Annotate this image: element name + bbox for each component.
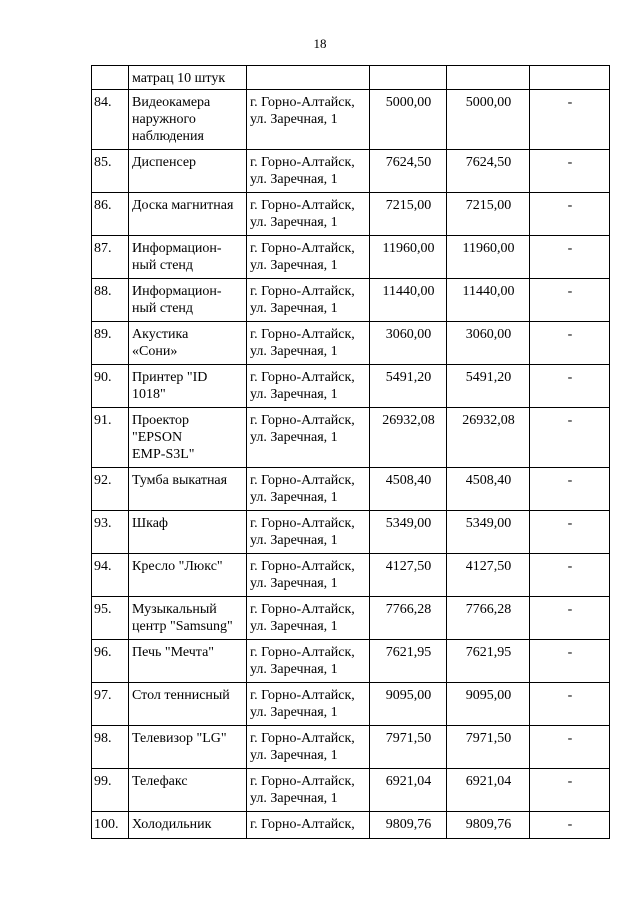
item-name-line: матрац 10 штук — [132, 71, 226, 86]
address-cell — [247, 640, 370, 683]
item-name-line: ный стенд — [132, 301, 194, 316]
extra-cell: - — [530, 554, 610, 597]
item-name-cell — [129, 812, 247, 839]
row-number-cell: 86. — [92, 193, 129, 236]
value2-cell: 7971,50 — [447, 726, 530, 769]
extra-cell: - — [530, 365, 610, 408]
table-row — [92, 769, 610, 812]
item-name-cell — [129, 640, 247, 683]
value1-cell: 9095,00 — [370, 683, 447, 726]
inventory-table-body — [92, 66, 610, 839]
value2-cell: 3060,00 — [447, 322, 530, 365]
table-row — [92, 150, 610, 193]
item-name-line: ный стенд — [132, 258, 194, 273]
value2-cell: 5000,00 — [447, 90, 530, 150]
item-name-line: центр "Samsung" — [132, 619, 233, 634]
value2-cell: 9809,76 — [447, 812, 530, 839]
value1-cell: 11960,00 — [370, 236, 447, 279]
item-name-cell — [129, 365, 247, 408]
value1-cell: 7971,50 — [370, 726, 447, 769]
value2-cell: 26932,08 — [447, 408, 530, 468]
value2-cell: 5491,20 — [447, 365, 530, 408]
row-number-cell: 85. — [92, 150, 129, 193]
address-line: ул. Заречная, 1 — [250, 748, 338, 763]
item-name-line: Шкаф — [132, 516, 168, 531]
row-number-cell: 99. — [92, 769, 129, 812]
row-number-cell: 84. — [92, 90, 129, 150]
address-line: ул. Заречная, 1 — [250, 533, 338, 548]
table-row — [92, 640, 610, 683]
extra-cell: - — [530, 640, 610, 683]
address-line: ул. Заречная, 1 — [250, 344, 338, 359]
item-name-line: Информацион- — [132, 241, 222, 256]
value1-cell: 4508,40 — [370, 468, 447, 511]
table-row — [92, 511, 610, 554]
item-name-line: Тумба выкатная — [132, 473, 228, 488]
item-name-line: Холодильник — [132, 817, 212, 832]
item-name-line: «Сони» — [132, 344, 178, 359]
table-row — [92, 812, 610, 839]
row-number-cell: 92. — [92, 468, 129, 511]
row-number-cell: 97. — [92, 683, 129, 726]
value1-cell: 5000,00 — [370, 90, 447, 150]
value1-cell: 4127,50 — [370, 554, 447, 597]
address-line: г. Горно-Алтайск, — [250, 413, 355, 428]
extra-cell: - — [530, 322, 610, 365]
address-line: г. Горно-Алтайск, — [250, 473, 355, 488]
table-row — [92, 408, 610, 468]
item-name-cell — [129, 322, 247, 365]
address-line: г. Горно-Алтайск, — [250, 370, 355, 385]
address-line: г. Горно-Алтайск, — [250, 284, 355, 299]
address-line: ул. Заречная, 1 — [250, 619, 338, 634]
value2-cell: 7621,95 — [447, 640, 530, 683]
address-cell — [247, 408, 370, 468]
address-line: ул. Заречная, 1 — [250, 112, 338, 127]
row-number-cell: 88. — [92, 279, 129, 322]
item-name-line: Принтер "ID — [132, 370, 208, 385]
extra-cell: - — [530, 769, 610, 812]
address-line: ул. Заречная, 1 — [250, 662, 338, 677]
row-number-cell: 87. — [92, 236, 129, 279]
table-row — [92, 365, 610, 408]
value1-cell: 7766,28 — [370, 597, 447, 640]
item-name-cell — [129, 769, 247, 812]
address-cell — [247, 365, 370, 408]
row-number-cell: 94. — [92, 554, 129, 597]
value2-cell: 4508,40 — [447, 468, 530, 511]
value1-cell: 5491,20 — [370, 365, 447, 408]
row-number-cell: 93. — [92, 511, 129, 554]
address-line: ул. Заречная, 1 — [250, 576, 338, 591]
table-row — [92, 683, 610, 726]
value2-cell: 5349,00 — [447, 511, 530, 554]
address-line: ул. Заречная, 1 — [250, 387, 338, 402]
value2-cell: 7624,50 — [447, 150, 530, 193]
address-cell — [247, 769, 370, 812]
address-line: ул. Заречная, 1 — [250, 490, 338, 505]
address-cell — [247, 468, 370, 511]
item-name-cell — [129, 408, 247, 468]
item-name-cell — [129, 66, 247, 90]
item-name-cell — [129, 468, 247, 511]
address-cell — [247, 554, 370, 597]
address-line: ул. Заречная, 1 — [250, 258, 338, 273]
value1-cell: 9809,76 — [370, 812, 447, 839]
value1-cell: 3060,00 — [370, 322, 447, 365]
address-line: ул. Заречная, 1 — [250, 430, 338, 445]
item-name-cell — [129, 279, 247, 322]
extra-cell: - — [530, 90, 610, 150]
address-line: г. Горно-Алтайск, — [250, 241, 355, 256]
item-name-cell — [129, 90, 247, 150]
item-name-cell — [129, 236, 247, 279]
item-name-line: Информацион- — [132, 284, 222, 299]
row-number-cell: 98. — [92, 726, 129, 769]
item-name-cell — [129, 150, 247, 193]
extra-cell: - — [530, 683, 610, 726]
value2-cell: 11960,00 — [447, 236, 530, 279]
item-name-line: Печь "Мечта" — [132, 645, 215, 660]
address-line: г. Горно-Алтайск, — [250, 155, 355, 170]
item-name-cell — [129, 683, 247, 726]
continued-row — [92, 66, 610, 90]
item-name-line: Музыкальный — [132, 602, 217, 617]
value1-cell: 11440,00 — [370, 279, 447, 322]
extra-cell: - — [530, 193, 610, 236]
item-name-line: Доска магнитная — [132, 198, 234, 213]
page-number: 18 — [313, 36, 327, 51]
table-row — [92, 468, 610, 511]
value1-cell: 6921,04 — [370, 769, 447, 812]
address-line: ул. Заречная, 1 — [250, 172, 338, 187]
row-number-cell: 100. — [92, 812, 129, 839]
item-name-cell — [129, 554, 247, 597]
item-name-line: Видеокамера — [132, 95, 211, 110]
table-row — [92, 322, 610, 365]
address-line: г. Горно-Алтайск, — [250, 774, 355, 789]
item-name-line: EMP-S3L" — [132, 447, 195, 462]
value1-cell: 26932,08 — [370, 408, 447, 468]
item-name-line: Кресло "Люкс" — [132, 559, 223, 574]
item-name-line: наружного — [132, 112, 196, 127]
address-cell — [247, 279, 370, 322]
extra-cell: - — [530, 597, 610, 640]
value2-cell — [447, 66, 530, 90]
address-line: г. Горно-Алтайск, — [250, 731, 355, 746]
table-row — [92, 236, 610, 279]
item-name-line: наблюдения — [132, 129, 204, 144]
item-name-cell — [129, 193, 247, 236]
address-cell — [247, 193, 370, 236]
item-name-cell — [129, 597, 247, 640]
address-line: г. Горно-Алтайск, — [250, 559, 355, 574]
row-number-cell: 96. — [92, 640, 129, 683]
inventory-table — [91, 65, 610, 839]
extra-cell: - — [530, 812, 610, 839]
value2-cell: 9095,00 — [447, 683, 530, 726]
address-line: ул. Заречная, 1 — [250, 215, 338, 230]
address-cell — [247, 236, 370, 279]
row-number-cell: 90. — [92, 365, 129, 408]
table-row — [92, 554, 610, 597]
value1-cell: 7215,00 — [370, 193, 447, 236]
address-line: ул. Заречная, 1 — [250, 791, 338, 806]
value2-cell: 4127,50 — [447, 554, 530, 597]
row-number-cell: 91. — [92, 408, 129, 468]
item-name-cell — [129, 511, 247, 554]
address-line: г. Горно-Алтайск, — [250, 95, 355, 110]
address-cell — [247, 683, 370, 726]
extra-cell: - — [530, 726, 610, 769]
value2-cell: 6921,04 — [447, 769, 530, 812]
row-number-cell — [92, 66, 129, 90]
address-line: г. Горно-Алтайск, — [250, 688, 355, 703]
item-name-line: 1018" — [132, 387, 166, 402]
address-line: г. Горно-Алтайск, — [250, 817, 355, 832]
table-row — [92, 193, 610, 236]
item-name-line: Стол теннисный — [132, 688, 230, 703]
address-line: ул. Заречная, 1 — [250, 705, 338, 720]
extra-cell: - — [530, 408, 610, 468]
address-line: г. Горно-Алтайск, — [250, 327, 355, 342]
address-cell — [247, 597, 370, 640]
address-cell — [247, 66, 370, 90]
table-row — [92, 90, 610, 150]
address-line: ул. Заречная, 1 — [250, 301, 338, 316]
item-name-line: Проектор — [132, 413, 190, 428]
address-cell — [247, 726, 370, 769]
address-cell — [247, 150, 370, 193]
address-line: г. Горно-Алтайск, — [250, 516, 355, 531]
item-name-line: "EPSON — [132, 430, 183, 445]
item-name-line: Акустика — [132, 327, 189, 342]
address-cell — [247, 812, 370, 839]
table-row — [92, 726, 610, 769]
address-line: г. Горно-Алтайск, — [250, 645, 355, 660]
value1-cell: 7624,50 — [370, 150, 447, 193]
item-name-line: Телефакс — [132, 774, 188, 789]
address-cell — [247, 511, 370, 554]
extra-cell — [530, 66, 610, 90]
value2-cell: 7766,28 — [447, 597, 530, 640]
item-name-line: Телевизор "LG" — [132, 731, 227, 746]
extra-cell: - — [530, 511, 610, 554]
item-name-cell — [129, 726, 247, 769]
value1-cell: 7621,95 — [370, 640, 447, 683]
extra-cell: - — [530, 279, 610, 322]
extra-cell: - — [530, 468, 610, 511]
row-number-cell: 89. — [92, 322, 129, 365]
address-cell — [247, 322, 370, 365]
extra-cell: - — [530, 150, 610, 193]
row-number-cell: 95. — [92, 597, 129, 640]
item-name-line: Диспенсер — [132, 155, 197, 170]
address-line: г. Горно-Алтайск, — [250, 602, 355, 617]
extra-cell: - — [530, 236, 610, 279]
value2-cell: 7215,00 — [447, 193, 530, 236]
value1-cell — [370, 66, 447, 90]
value1-cell: 5349,00 — [370, 511, 447, 554]
table-row — [92, 597, 610, 640]
table-row — [92, 279, 610, 322]
address-cell — [247, 90, 370, 150]
value2-cell: 11440,00 — [447, 279, 530, 322]
address-line: г. Горно-Алтайск, — [250, 198, 355, 213]
